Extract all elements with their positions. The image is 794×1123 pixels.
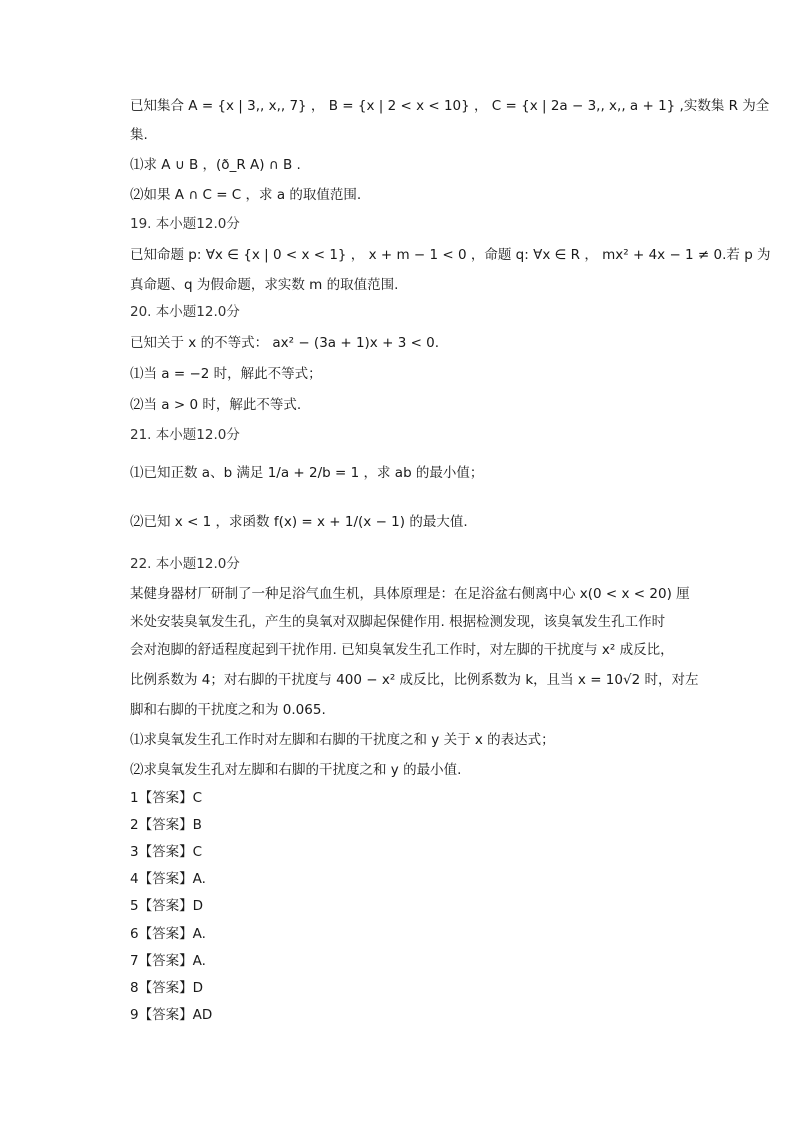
problem22-line3: 会对泡脚的舒适程度起到干扰作用. 已知臭氧发生孔工作时，对左脚的干扰度与 x² 成反比， — [130, 642, 674, 658]
problem21-question1: ⑴已知正数 a、b 满足 1/a + 2/b = 1 ，求 ab 的最小值； — [130, 465, 484, 481]
problem22-line1: 某健身器材厂研制了一种足浴气血生机，具体原理是：在足浴盆右侧离中心 x(0 < x < 20) 厘 — [130, 586, 690, 602]
problem22-line2: 米处安装臭氧发生孔，产生的臭氧对双脚起保健作用. 根据检测发现，该臭氧发生孔工作时 — [130, 614, 666, 630]
problem22-question1: ⑴求臭氧发生孔工作时对左脚和右脚的干扰度之和 y 关于 x 的表达式； — [130, 732, 555, 748]
problem18-question1: ⑴求 A ∪ B ，(ð_R A) ∩ B . — [130, 157, 301, 173]
answer-item: 1【答案】C — [130, 790, 203, 806]
problem18-line2: 集. — [130, 127, 148, 143]
problem18-line1: 已知集合 A = {x | 3,, x,, 7} ， B = {x | 2 < x < 10} ， C = {x | 2a − 3,, x,, a + 1} ,实数集 R 为全 — [130, 98, 770, 114]
problem22-header: 22. 本小题12.0分 — [130, 556, 240, 572]
problem22-line4: 比例系数为 4；对右脚的干扰度与 400 − x² 成反比，比例系数为 k，且当 x = 10√2 时，对左 — [130, 672, 699, 688]
answer-item: 7【答案】A. — [130, 953, 206, 969]
answer-item: 5【答案】D — [130, 898, 203, 914]
answer-item: 8【答案】D — [130, 980, 203, 996]
problem22-question2: ⑵求臭氧发生孔对左脚和右脚的干扰度之和 y 的最小值. — [130, 762, 462, 778]
problem21-header: 21. 本小题12.0分 — [130, 427, 240, 443]
problem19-header: 19. 本小题12.0分 — [130, 216, 240, 232]
problem19-line2: 真命题、q 为假命题，求实数 m 的取值范围. — [130, 277, 399, 293]
answer-item: 6【答案】A. — [130, 926, 206, 942]
answer-item: 3【答案】C — [130, 844, 203, 860]
problem20-question1: ⑴当 a = −2 时，解此不等式； — [130, 366, 322, 382]
problem21-question2: ⑵已知 x < 1 ，求函数 f(x) = x + 1/(x − 1) 的最大值. — [130, 514, 468, 530]
problem18-question2: ⑵如果 A ∩ C = C ，求 a 的取值范围. — [130, 187, 362, 203]
problem22-line5: 脚和右脚的干扰度之和为 0.065. — [130, 702, 326, 718]
problem20-question2: ⑵当 a > 0 时，解此不等式. — [130, 397, 302, 413]
problem20-line1: 已知关于 x 的不等式： ax² − (3a + 1)x + 3 < 0. — [130, 335, 440, 351]
problem20-header: 20. 本小题12.0分 — [130, 304, 240, 320]
answer-item: 2【答案】B — [130, 817, 202, 833]
answer-item: 9【答案】AD — [130, 1007, 213, 1023]
problem19-line1: 已知命题 p: ∀x ∈ {x | 0 < x < 1} ， x + m − 1 < 0 ，命题 q: ∀x ∈ R ， mx² + 4x − 1 ≠ 0.若 p 为 — [130, 247, 771, 263]
answer-item: 4【答案】A. — [130, 871, 206, 887]
